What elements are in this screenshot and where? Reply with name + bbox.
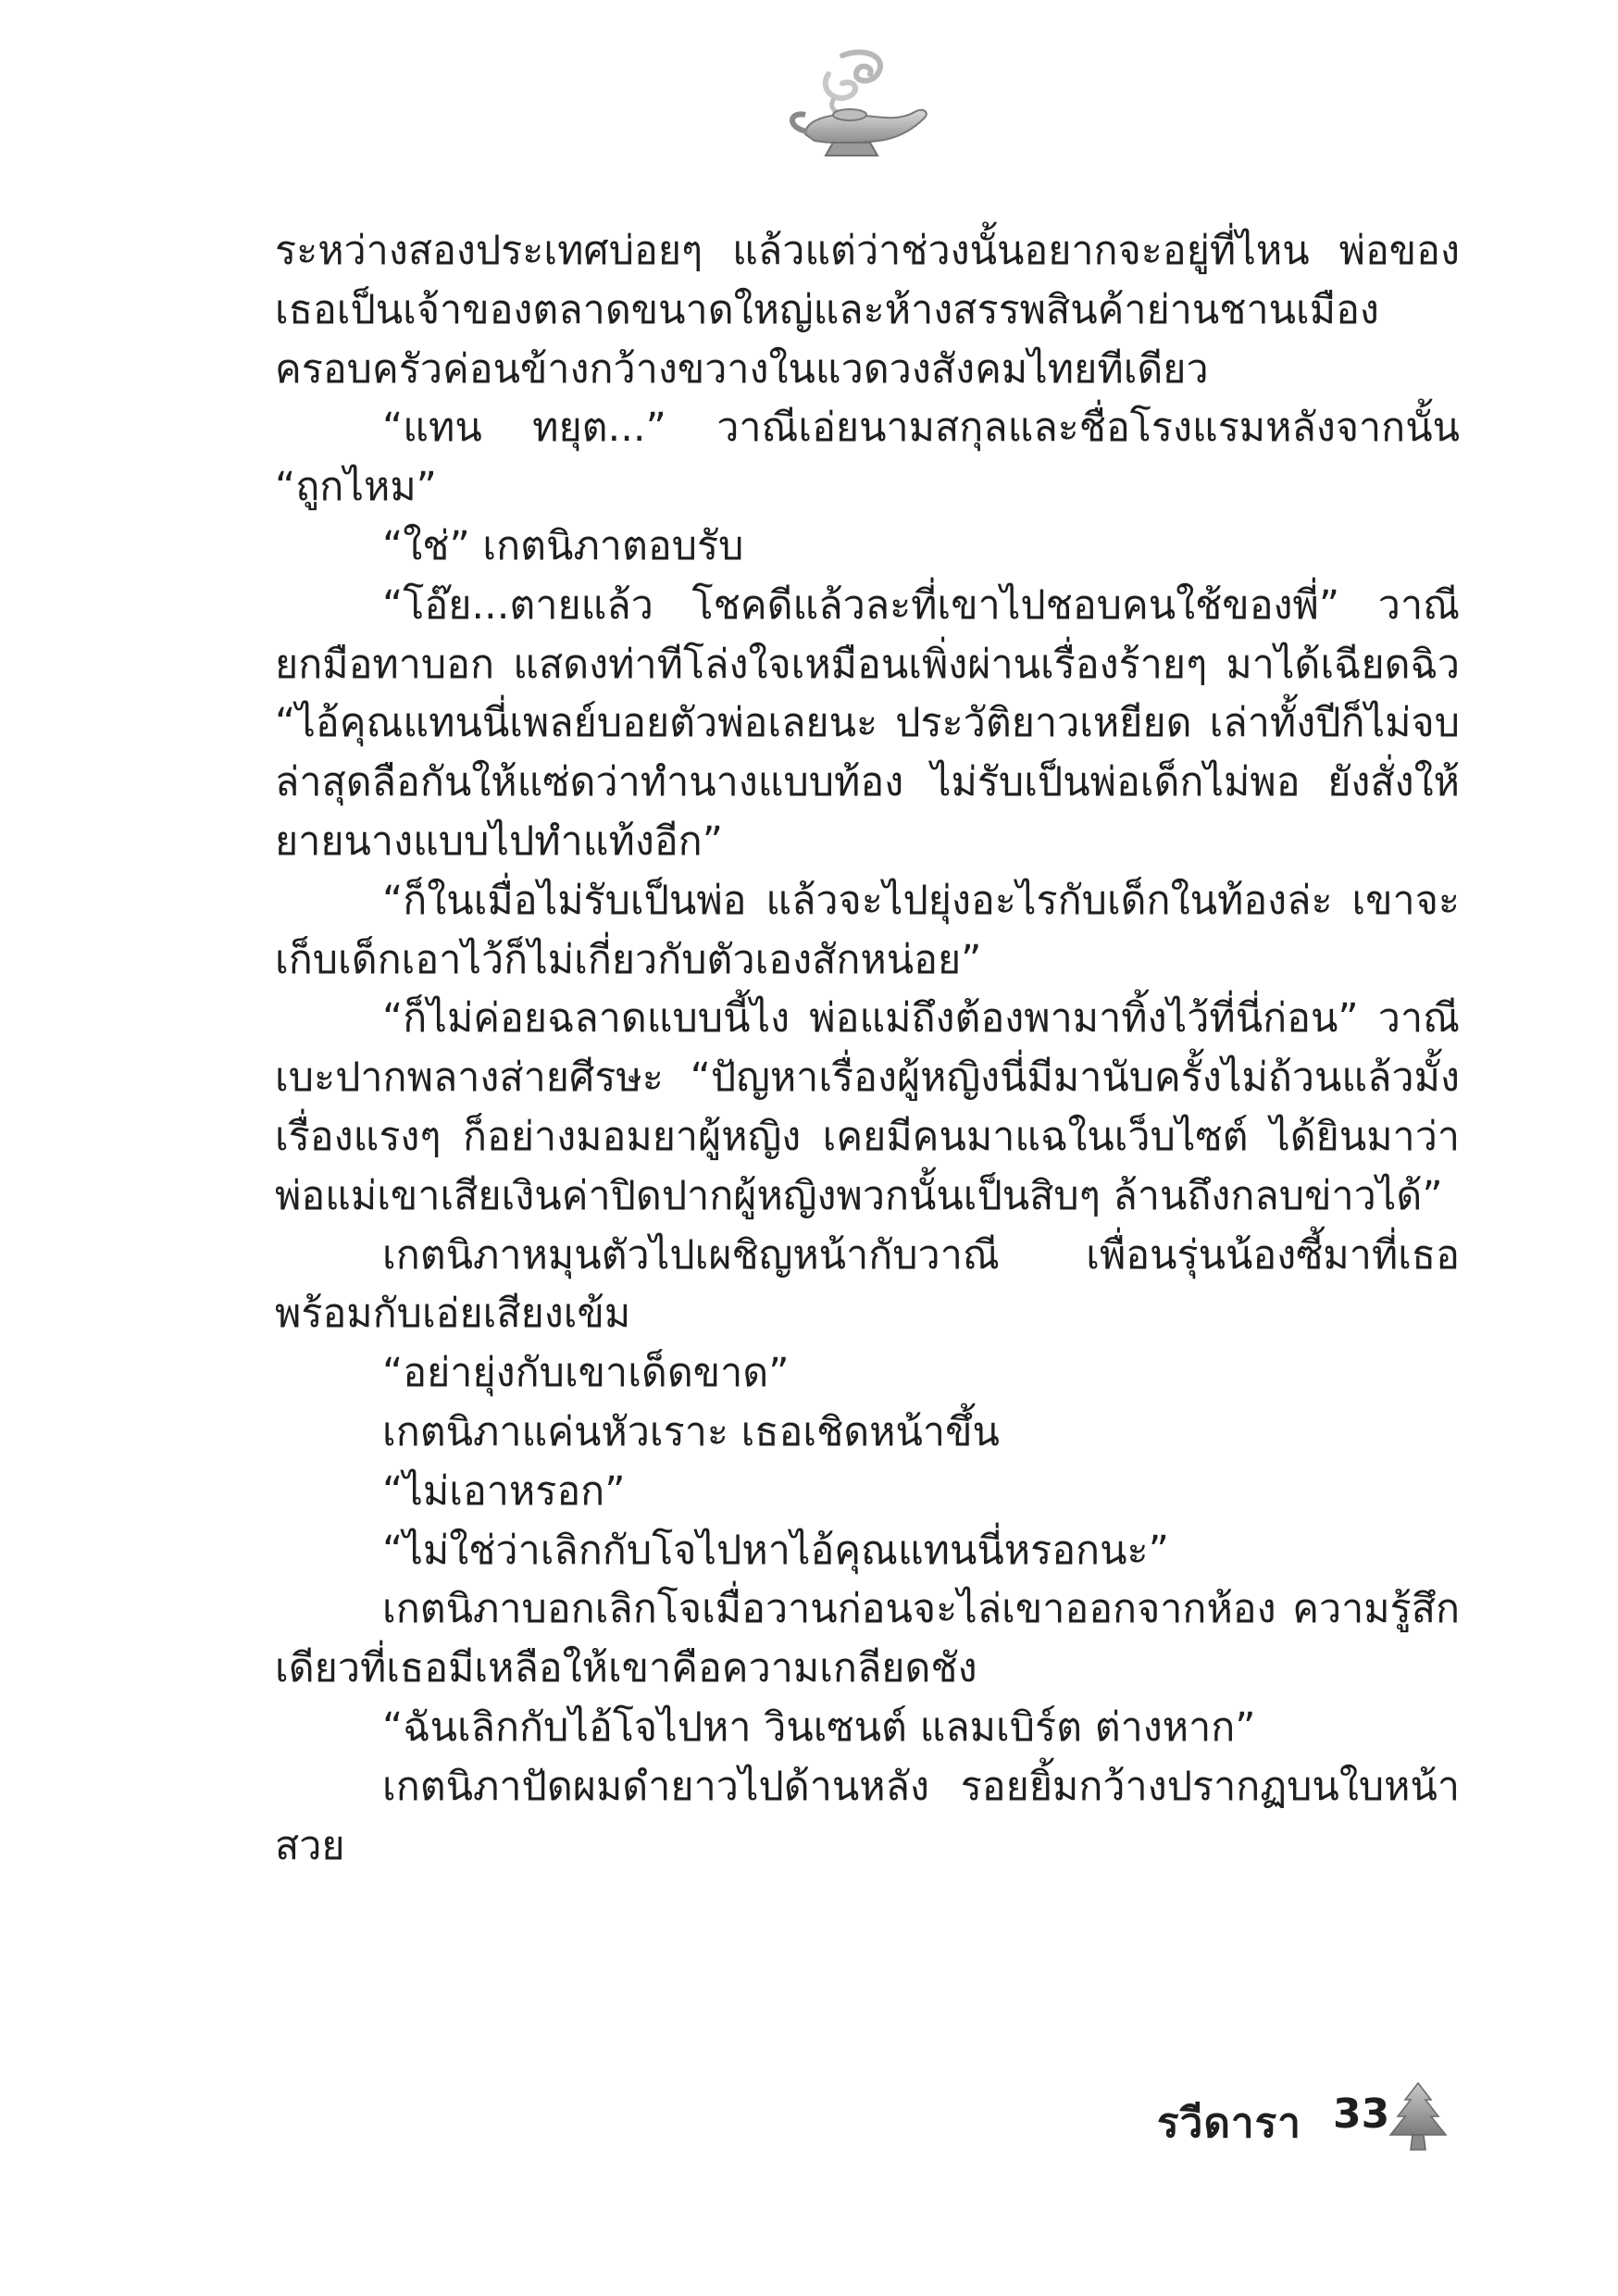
genie-lamp-icon (778, 46, 935, 167)
pine-tree-icon (1388, 2081, 1448, 2157)
paragraph: เกตนิภาบอกเลิกโจเมื่อวานก่อนจะไล่เขาออกจากห้อง ความรู้สึกเดียวที่เธอมีเหลือให้เขาคือความเกลียดชัง (275, 1586, 1460, 1692)
paragraph: “ไม่เอาหรอก” (382, 1467, 626, 1515)
paragraph: “ก็ในเมื่อไม่รับเป็นพ่อ แล้วจะไปยุ่งอะไรกับเด็กในท้องล่ะ เขาจะเก็บเด็กเอาไว้ก็ไม่เกี่ยวกับตัวเองสักหน่อย” (275, 877, 1460, 983)
paragraph: “ก็ไม่ค่อยฉลาดแบบนี้ไง พ่อแม่ถึงต้องพามาทิ้งไว้ที่นี่ก่อน” วาณีเบะปากพลางส่ายศีรษะ “ปัญหาเรื่องผู้หญิงนี่มีมานับครั้งไม่ถ้วนแล้วมั้ง เรื่องแรงๆ ก็อย่างมอมยาผู้หญิง เคยมีคนมาแฉในเว็บไซต์ ได้ยินมาว่าพ่อแม่เขาเสียเงินค่าปิดปากผู้หญิงพวกนั้นเป็นสิบๆ ล้านถึงกลบข่าวได้” (275, 995, 1460, 1219)
paragraph: “แทน ทยุต...” วาณีเอ่ยนามสกุลและชื่อโรงแรมหลังจากนั้น “ถูกไหม” (275, 405, 1460, 511)
paragraph: “ไม่ใช่ว่าเลิกกับโจไปหาไอ้คุณแทนนี่หรอกนะ” (382, 1527, 1169, 1574)
body-text (275, 222, 1460, 1876)
paragraph: เกตนิภาปัดผมดำยาวไปด้านหลัง รอยยิ้มกว้างปรากฏบนใบหน้าสวย (275, 1763, 1460, 1869)
paragraph: “โอ๊ย...ตายแล้ว โชคดีแล้วละที่เขาไปชอบคนใช้ของพี่” วาณียกมือทาบอก แสดงท่าทีโล่งใจเหมือนเพิ่งผ่านเรื่องร้ายๆ มาได้เฉียดฉิว “ไอ้คุณแทนนี่เพลย์บอยตัวพ่อเลยนะ ประวัติยาวเหยียด เล่าทั้งปีก็ไม่จบ ล่าสุดลือกันให้แซ่ดว่าทำนางแบบท้อง ไม่รับเป็นพ่อเด็กไม่พอ ยังสั่งให้ยายนางแบบไปทำแท้งอีก” (275, 581, 1460, 865)
paragraph: “อย่ายุ่งกับเขาเด็ดขาด” (382, 1350, 790, 1397)
paragraph: เกตนิภาหมุนตัวไปเผชิญหน้ากับวาณี เพื่อนรุ่นน้องซี้มาที่เธอพร้อมกับเอ่ยเสียงเข้ม (275, 1231, 1460, 1338)
page-footer (1157, 2081, 1564, 2165)
footer-author: รวีดารา (1157, 2100, 1301, 2147)
paragraph: “ฉันเลิกกับไอ้โจไปหา วินเซนต์ แลมเบิร์ต ต่างหาก” (382, 1703, 1256, 1751)
paragraph: “ใช่” เกตนิภาตอบรับ (382, 522, 744, 569)
paragraph: ระหว่างสองประเทศบ่อยๆ แล้วแต่ว่าช่วงนั้นอยากจะอยู่ที่ไหน พ่อของเธอเป็นเจ้าของตลาดขนาดใหญ่และห้างสรรพสินค้าย่านชานเมือง ครอบครัวค่อนข้างกว้างขวางในแวดวงสังคมไทยทีเดียว (275, 228, 1460, 393)
page-number: 33 (1333, 2090, 1390, 2138)
paragraph: เกตนิภาแค่นหัวเราะ เธอเชิดหน้าขึ้น (382, 1408, 1000, 1455)
